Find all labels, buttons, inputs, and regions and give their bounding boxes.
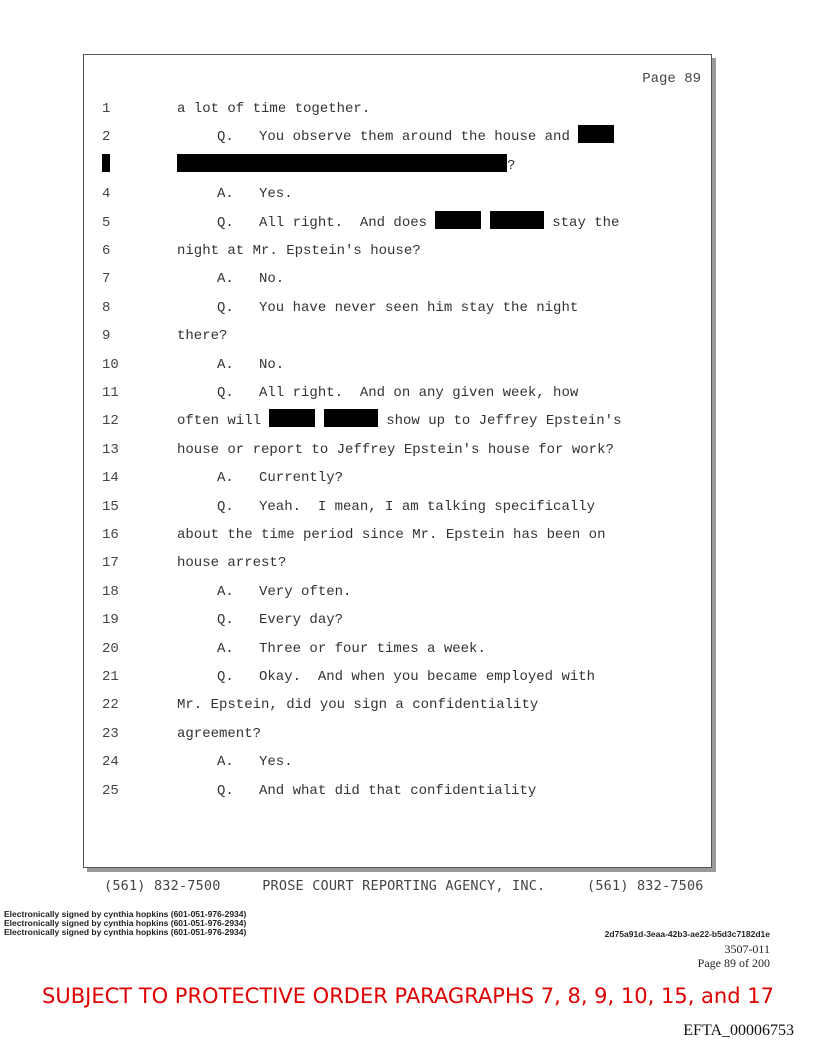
text-segment: Q. And what did that confidentiality xyxy=(217,782,537,799)
efta-number: EFTA_00006753 xyxy=(683,1022,794,1039)
text-segment: A. Very often. xyxy=(217,583,352,600)
line-number: 15 xyxy=(102,498,119,515)
transcript-line xyxy=(84,209,711,237)
text-segment: Q. All right. And on any given week, how xyxy=(217,385,579,401)
text-segment: A. Yes. xyxy=(217,186,293,203)
transcript-line xyxy=(84,691,711,719)
line-text xyxy=(177,748,293,776)
reporter-footer: (561) 832-7500 PROSE COURT REPORTING AGENCY, INC. (561) 832-7506 xyxy=(104,878,704,894)
line-text xyxy=(177,777,536,805)
transcript-line xyxy=(84,294,711,322)
transcript-line xyxy=(84,635,711,663)
transcript-line xyxy=(84,663,711,691)
text-segment: A. Yes. xyxy=(217,754,293,771)
line-text xyxy=(177,635,486,663)
text-segment: A. Three or four times a week. xyxy=(217,640,486,657)
redaction-block xyxy=(102,154,110,172)
line-text xyxy=(177,720,261,748)
line-text xyxy=(177,209,619,237)
line-number: 14 xyxy=(102,470,119,487)
line-text xyxy=(177,265,284,293)
protective-order-notice: SUBJECT TO PROTECTIVE ORDER PARAGRAPHS 7, 8, 9, 10, 15, and 17 xyxy=(42,984,774,1008)
line-text xyxy=(177,521,605,549)
redaction-block xyxy=(578,125,614,143)
line-number: 1 xyxy=(102,101,111,117)
line-text xyxy=(177,237,421,265)
transcript-line xyxy=(84,379,711,407)
redaction-block xyxy=(490,211,544,229)
document-hash: 2d75a91d-3eaa-42b3-ae22-b5d3c7182d1e xyxy=(604,929,770,939)
text-segment: there? xyxy=(177,328,228,345)
text-segment: A. No. xyxy=(217,271,285,288)
line-number xyxy=(102,152,122,180)
transcript-page xyxy=(83,54,712,868)
line-number: 9 xyxy=(102,328,111,345)
text-segment: about the time period since Mr. Epstein has been on xyxy=(177,527,606,543)
line-text xyxy=(177,691,538,719)
document-id xyxy=(698,942,770,970)
transcript-line xyxy=(84,748,711,776)
line-number: 6 xyxy=(102,243,111,259)
text-segment: A. No. xyxy=(217,356,285,373)
text-segment: Q. All right. And does xyxy=(217,214,436,231)
text-segment: often will xyxy=(177,413,270,430)
text-segment: A. Currently? xyxy=(217,470,344,487)
line-text xyxy=(177,294,578,322)
line-number: 23 xyxy=(102,725,119,742)
redaction-block xyxy=(435,211,481,229)
text-segment: agreement? xyxy=(177,725,262,742)
line-text xyxy=(177,436,614,464)
line-number: 24 xyxy=(102,754,119,771)
line-text xyxy=(177,95,370,123)
transcript-line xyxy=(84,493,711,521)
text-segment: Q. You have never seen him stay the night xyxy=(217,299,579,316)
line-text xyxy=(177,322,227,350)
line-number: 21 xyxy=(102,669,119,685)
line-number: 10 xyxy=(102,356,119,373)
text-segment: house arrest? xyxy=(177,555,287,572)
redaction-block xyxy=(269,409,315,427)
transcript-line xyxy=(84,123,711,151)
signature-line: Electronically signed by cynthia hopkins (601-051-976-2934) xyxy=(4,909,247,919)
text-segment: Mr. Epstein, did you sign a confidentiality xyxy=(177,697,539,714)
text-segment xyxy=(315,413,323,429)
line-number: 8 xyxy=(102,299,111,316)
line-number: 19 xyxy=(102,612,119,629)
line-text xyxy=(177,180,293,208)
transcript-line xyxy=(84,436,711,464)
line-number: 16 xyxy=(102,527,119,543)
line-number: 13 xyxy=(102,441,119,458)
text-segment: Q. Yeah. I mean, I am talking specifically xyxy=(217,498,596,515)
page-of-total: Page 89 of 200 xyxy=(697,956,770,970)
signature-line: Electronically signed by cynthia hopkins (601-051-976-2934) xyxy=(4,927,247,937)
line-text xyxy=(177,407,621,435)
transcript-line xyxy=(84,180,711,208)
text-segment: Q. Every day? xyxy=(217,612,344,629)
line-number: 11 xyxy=(102,385,119,401)
transcript-line xyxy=(84,521,711,549)
line-number: 20 xyxy=(102,640,119,657)
transcript-line xyxy=(84,720,711,748)
transcript-line xyxy=(84,237,711,265)
line-number: 7 xyxy=(102,271,111,288)
line-text xyxy=(177,606,343,634)
line-text xyxy=(177,493,595,521)
redaction-block xyxy=(177,154,507,172)
line-number: 5 xyxy=(102,214,111,231)
transcript-line xyxy=(84,407,711,435)
transcript-line xyxy=(84,152,711,180)
transcript-line xyxy=(84,351,711,379)
text-segment: night at Mr. Epstein's house? xyxy=(177,243,421,259)
line-text xyxy=(177,578,351,606)
transcript-line xyxy=(84,464,711,492)
line-number: 22 xyxy=(102,697,119,714)
text-segment: show up to Jeffrey Epstein's xyxy=(377,413,622,430)
text-segment: Q. You observe them around the house and xyxy=(217,129,579,146)
exhibit-number: 3507-011 xyxy=(724,942,770,956)
text-segment: ? xyxy=(507,157,516,174)
text-segment: a lot of time together. xyxy=(177,101,371,117)
line-text xyxy=(177,464,343,492)
transcript-line xyxy=(84,777,711,805)
signature-line: Electronically signed by cynthia hopkins (601-051-976-2934) xyxy=(4,918,247,928)
text-segment: stay the xyxy=(543,214,620,231)
redaction-block xyxy=(324,409,378,427)
transcript-line xyxy=(84,606,711,634)
text-segment xyxy=(481,215,489,231)
line-text xyxy=(177,351,284,379)
transcript-line xyxy=(84,549,711,577)
line-number: 2 xyxy=(102,129,111,146)
line-text xyxy=(177,549,286,577)
text-segment: house or report to Jeffrey Epstein's house for work? xyxy=(177,441,614,458)
line-number: 17 xyxy=(102,555,119,572)
line-number: 12 xyxy=(102,413,119,430)
transcript-line xyxy=(84,322,711,350)
line-text xyxy=(177,123,614,151)
transcript-line xyxy=(84,265,711,293)
line-number: 18 xyxy=(102,583,119,600)
line-text xyxy=(177,379,578,407)
page-number: Page 89 xyxy=(642,71,701,87)
line-number: 25 xyxy=(102,782,119,799)
text-segment: Q. Okay. And when you became employed with xyxy=(217,669,596,685)
transcript-line xyxy=(84,578,711,606)
transcript-line xyxy=(84,95,711,123)
line-text xyxy=(177,152,515,180)
line-number: 4 xyxy=(102,186,111,203)
line-text xyxy=(177,663,595,691)
